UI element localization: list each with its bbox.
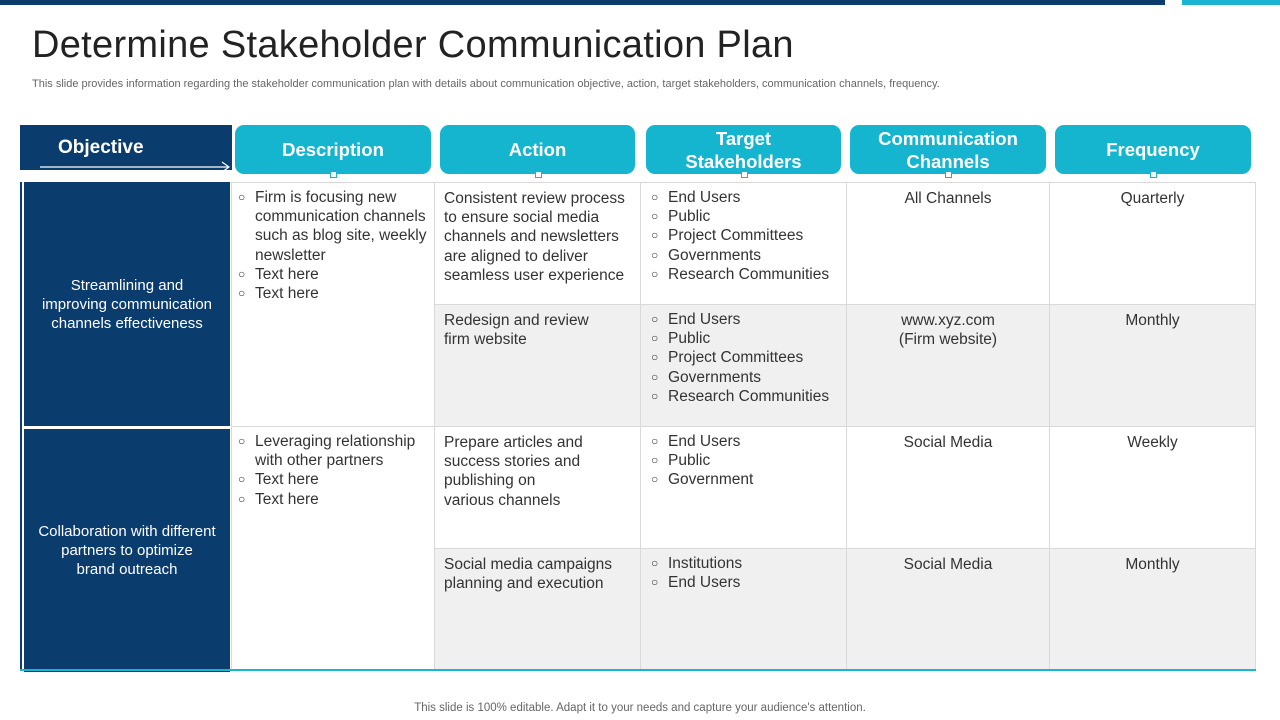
action-cell bbox=[434, 182, 641, 305]
action-cell bbox=[434, 548, 641, 671]
list-item: ○ Research Communities bbox=[651, 265, 840, 284]
action-header bbox=[440, 125, 635, 174]
channel-cell bbox=[846, 304, 1050, 427]
list-item: ○ Project Committees bbox=[651, 348, 840, 367]
objective-cell bbox=[24, 428, 230, 672]
list-item: ○ Text here bbox=[238, 470, 428, 489]
channel-cell bbox=[846, 548, 1050, 671]
stakeholders-list bbox=[641, 427, 846, 490]
stakeholders-cell bbox=[640, 548, 847, 671]
action-cell bbox=[434, 304, 641, 427]
top-accent-bar bbox=[0, 0, 1165, 5]
stakeholders-list bbox=[641, 183, 846, 284]
table-bottom-border bbox=[20, 669, 1256, 671]
frequency-cell bbox=[1049, 182, 1256, 305]
description-list bbox=[232, 183, 434, 303]
description-cell bbox=[231, 426, 435, 671]
list-item: ○ Government bbox=[651, 470, 840, 489]
frequency-text: Monthly bbox=[1125, 312, 1180, 329]
arrow-right-icon bbox=[40, 161, 230, 173]
footer-note: This slide is 100% editable. Adapt it to your needs and capture your audience's attention. bbox=[414, 702, 866, 714]
action-text: Social media campaigns planning and execution bbox=[444, 556, 613, 593]
channels-header bbox=[850, 125, 1046, 174]
stakeholders-header bbox=[646, 125, 841, 174]
list-item: ○ Text here bbox=[238, 284, 428, 303]
objective-header-label: Objective bbox=[58, 137, 144, 158]
list-item: ○ Research Communities bbox=[651, 387, 840, 406]
objective-header bbox=[20, 125, 232, 170]
frequency-text: Monthly bbox=[1125, 556, 1180, 573]
action-text: Consistent review process to ensure social media channels and newsletters are aligned to deliver seamless user experience bbox=[444, 190, 625, 284]
communication-plan-table bbox=[20, 182, 1256, 671]
stakeholders-list bbox=[641, 305, 846, 406]
action-text: Redesign and review firm website bbox=[444, 312, 589, 349]
list-item: ○ Public bbox=[651, 451, 840, 470]
description-list bbox=[232, 427, 434, 509]
frequency-text: Weekly bbox=[1127, 434, 1178, 451]
action-header-label: Action bbox=[508, 139, 567, 160]
stakeholders-cell bbox=[640, 304, 847, 427]
objective-text: Collaboration with different partners to optimize brand outreach bbox=[38, 523, 216, 578]
description-header bbox=[235, 125, 431, 174]
list-item: ○ Governments bbox=[651, 246, 840, 265]
description-header-label: Description bbox=[282, 139, 384, 160]
list-item: ○ Firm is focusing new communication channels such as blog site, weekly newsletter bbox=[238, 188, 428, 265]
connector-dot bbox=[741, 171, 748, 178]
frequency-cell bbox=[1049, 426, 1256, 549]
objective-cell bbox=[24, 182, 230, 426]
channel-text: Social Media bbox=[903, 434, 993, 451]
stakeholders-cell bbox=[640, 426, 847, 549]
channel-text: Social Media bbox=[903, 556, 993, 573]
list-item: ○ Public bbox=[651, 207, 840, 226]
frequency-cell bbox=[1049, 304, 1256, 427]
list-item: ○ Leveraging relationship with other partners bbox=[238, 432, 428, 470]
table-left-border bbox=[20, 182, 22, 671]
action-text: Prepare articles and success stories and publishing on various channels bbox=[444, 434, 583, 509]
list-item: ○ End Users bbox=[651, 432, 840, 451]
connector-dot bbox=[1150, 171, 1157, 178]
stakeholders-header-label: Target Stakeholders bbox=[685, 127, 802, 172]
list-item: ○ Governments bbox=[651, 368, 840, 387]
channel-text: All Channels bbox=[904, 190, 992, 207]
list-item: ○ Text here bbox=[238, 490, 428, 509]
connector-dot bbox=[945, 171, 952, 178]
frequency-cell bbox=[1049, 548, 1256, 671]
channel-cell bbox=[846, 182, 1050, 305]
stakeholders-cell bbox=[640, 182, 847, 305]
connector-dot bbox=[535, 171, 542, 178]
frequency-text: Quarterly bbox=[1120, 190, 1185, 207]
action-cell bbox=[434, 426, 641, 549]
list-item: ○ End Users bbox=[651, 573, 840, 592]
list-item: ○ Public bbox=[651, 329, 840, 348]
list-item: ○ Project Committees bbox=[651, 226, 840, 245]
connector-dot bbox=[330, 171, 337, 178]
stakeholders-list bbox=[641, 549, 846, 592]
frequency-header bbox=[1055, 125, 1251, 174]
list-item: ○ Institutions bbox=[651, 554, 840, 573]
list-item: ○ End Users bbox=[651, 188, 840, 207]
page-title: Determine Stakeholder Communication Plan bbox=[32, 24, 794, 66]
page-subtitle: This slide provides information regarding the stakeholder communication plan with details about communication objective, action, target stakeholders, communication channels, frequency. bbox=[32, 78, 940, 90]
objective-text: Streamlining and improving communication channels effectiveness bbox=[41, 276, 213, 332]
description-cell bbox=[231, 182, 435, 427]
channel-cell bbox=[846, 426, 1050, 549]
channels-header-label: Communication Channels bbox=[878, 127, 1018, 172]
list-item: ○ Text here bbox=[238, 265, 428, 284]
channel-text: www.xyz.com (Firm website) bbox=[898, 312, 998, 349]
frequency-header-label: Frequency bbox=[1106, 139, 1200, 160]
list-item: ○ End Users bbox=[651, 310, 840, 329]
top-accent-bar-light bbox=[1182, 0, 1280, 5]
